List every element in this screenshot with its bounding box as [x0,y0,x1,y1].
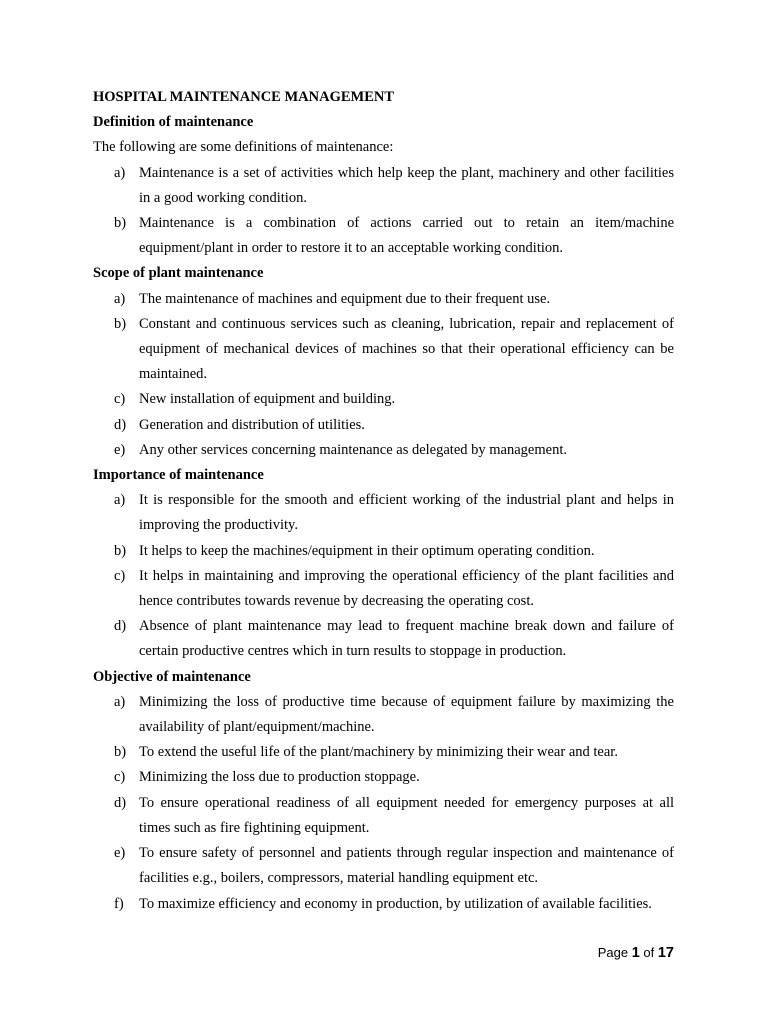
list-item [93,211,674,261]
section-heading-definition: Definition of maintenance [93,114,254,131]
list-item [93,564,674,614]
list-item-text: The maintenance of machines and equipment due to their frequent use. [139,290,551,307]
list-item [93,413,674,438]
list-item [93,161,674,211]
list-marker: b) [114,542,127,559]
list-marker: c) [114,391,126,408]
list-item-text: Constant and continuous services such as cleaning, lubrication, repair and replacement of equipment of mechanical devices of machines so that their operational efficiency can be maintained. [139,315,674,383]
list-item-text: Generation and distribution of utilities. [139,416,365,433]
page-number-footer [598,943,674,963]
list-item-text: Maintenance is a set of activities which help keep the plant, machinery and other facilities in a good working condition. [139,164,674,206]
list-item-text: Any other services concerning maintenance as delegated by management. [139,441,567,458]
list-item [93,892,674,917]
list-marker: d) [114,416,127,433]
list-item [93,690,674,740]
list-item-text: Absence of plant maintenance may lead to frequent machine break down and failure of certain productive centres which in turn results to stoppage in production. [139,618,674,660]
scope-list [93,287,674,463]
list-item [93,312,674,388]
list-marker: e) [114,441,126,458]
list-item [93,765,674,790]
list-marker: d) [114,794,127,811]
list-item-text: Minimizing the loss of productive time because of equipment failure by maximizing the availability of plant/equipment/machine. [139,693,674,736]
section-heading-importance: Importance of maintenance [93,467,264,484]
page-of-label: of [643,945,655,960]
list-item-text: It helps to keep the machines/equipment in their optimum operating condition. [139,542,595,559]
list-item [93,614,674,664]
list-item [93,791,674,841]
definition-list [93,161,674,262]
list-marker: b) [114,744,127,761]
objective-list [93,690,674,917]
document-body [93,85,674,917]
page-label: Page [597,945,629,960]
list-marker: a) [114,290,126,307]
list-item [93,740,674,765]
list-item-text: Maintenance is a combination of actions carried out to retain an item/machine equipment/plant in order to restore it to an acceptable working condition. [139,215,674,257]
list-marker: a) [114,693,126,710]
list-item-text: To ensure safety of personnel and patients through regular inspection and maintenance of facilities e.g., boilers, compressors, material handling equipment etc. [139,845,674,887]
importance-list [93,488,674,664]
list-item [93,488,674,538]
list-item-text: To ensure operational readiness of all equipment needed for emergency purposes at all times such as fire fightining equipment. [139,794,674,836]
list-marker: a) [114,492,126,509]
list-marker: f) [114,895,124,912]
list-marker: e) [114,845,126,862]
list-item-text: New installation of equipment and building. [139,391,396,408]
list-marker: c) [114,769,126,786]
document-title: HOSPITAL MAINTENANCE MANAGEMENT [93,89,395,105]
total-pages-number: 17 [657,945,674,961]
list-item-text: Minimizing the loss due to production stoppage. [139,769,420,786]
list-marker: b) [114,315,127,332]
list-marker: c) [114,567,126,584]
list-item [93,539,674,564]
list-item [93,387,674,412]
section-intro: The following are some definitions of maintenance: [93,139,394,156]
section-heading-objective: Objective of maintenance [93,668,251,685]
list-item-text: It is responsible for the smooth and efficient working of the industrial plant and helps in improving the productivity. [139,492,674,534]
list-item [93,438,674,463]
list-marker: a) [114,164,126,181]
current-page-number: 1 [631,945,640,961]
list-item [93,841,674,891]
section-heading-scope: Scope of plant maintenance [93,265,264,282]
list-item-text: To extend the useful life of the plant/machinery by minimizing their wear and tear. [139,744,618,761]
list-marker: b) [114,215,127,232]
list-item-text: To maximize efficiency and economy in production, by utilization of available facilities. [139,895,652,912]
list-marker: d) [114,618,127,635]
list-item-text: It helps in maintaining and improving the operational efficiency of the plant facilities and hence contributes towards revenue by decreasing the operating cost. [139,567,674,610]
list-item [93,287,674,312]
